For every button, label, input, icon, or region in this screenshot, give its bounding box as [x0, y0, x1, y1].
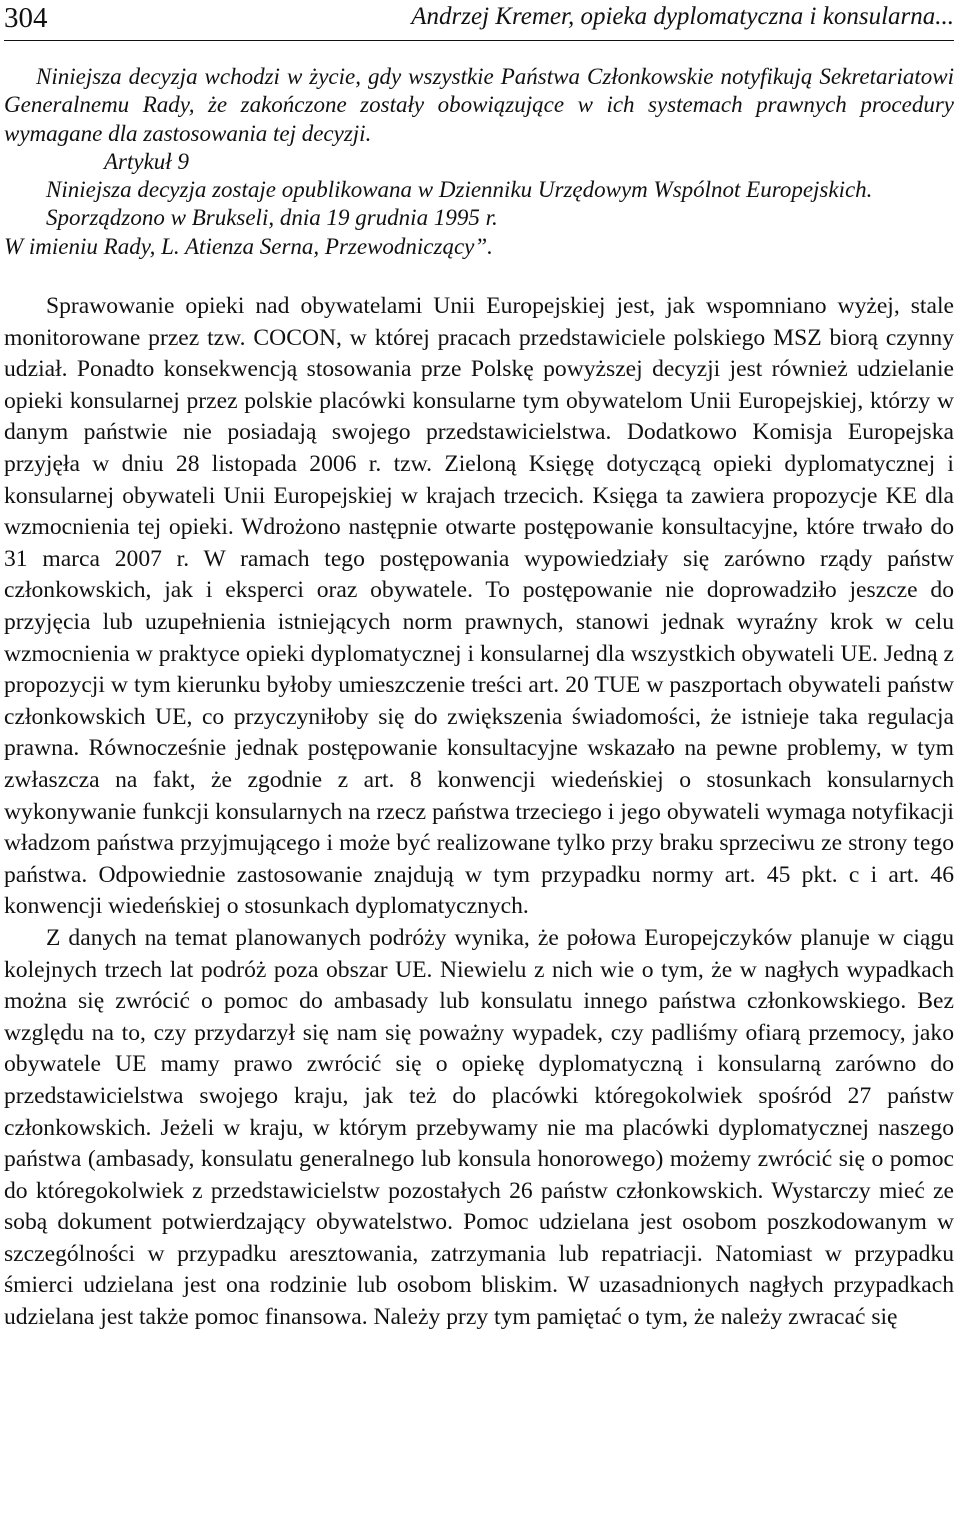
- article-heading: Artykuł 9: [104, 148, 189, 174]
- done-at-line: Sporządzono w Brukseli, dnia 19 grudnia 1995 r.: [46, 205, 498, 231]
- page-number: 304: [4, 2, 48, 34]
- signature-line: W imieniu Rady, L. Atienza Serna, Przewodniczący”.: [4, 233, 493, 259]
- body-paragraph-2: Z danych na temat planowanych podróży wynika, że połowa Europejczyków planuje w ciągu kolejnych trzech lat podróż poza obszar UE. Niewielu z nich wie o tym, że w nagłych wypadkach można się zwrócić o pomoc do ambasady lub konsulatu innego państwa członkowskiego. Bez względu na to, czy przydarzył się nam się poważny wypadek, czy padliśmy ofiarą przemocy, jako obywatele UE mamy prawo zwrócić się o opiekę dyplomatyczną i konsularną zarówno do przedstawicielstwa swojego kraju, jak też do placówki któregokolwiek spośród 27 państw członkowskich. Jeżeli w kraju, w którym przebywamy nie ma placówki dyplomatycznej naszego państwa (ambasady, konsulatu generalnego lub konsula honorowego) możemy zwrócić się o pomoc do któregokolwiek z przedstawicielstw pozostałych 26 państw członkowskich. Wystarczy mieć ze sobą dokument potwierdzający obywatelstwo. Pomoc udzielana jest osobom poszkodowanym w szczególności w przypadku aresztowania, zatrzymania lub repatriacji. Natomiast w przypadku śmierci udzielana jest ona rodzinie lub osobom bliskim. W uzasadnionych nagłych przypadkach udzielana jest także pomoc finansowa. Należy przy tym pamiętać o tym, że należy zwracać się: [4, 924, 954, 1331]
- page-header: [4, 0, 954, 41]
- running-title: Andrzej Kremer, opieka dyplomatyczna i konsularna...: [411, 3, 954, 30]
- article-text: Niniejsza decyzja zostaje opublikowana w Dzienniku Urzędowym Wspólnot Europejskich.: [46, 177, 873, 203]
- quote-intro: Niniejsza decyzja wchodzi w życie, gdy wszystkie Państwa Członkowskie notyfikują Sekretariatowi Generalnemu Rady, że zakończone zostały obowiązujące w ich systemach prawnych procedury wymagane dla zastosowania tej decyzji.: [4, 64, 954, 146]
- quoted-decision: [4, 63, 954, 261]
- document-page: [4, 0, 954, 1334]
- body-text: [4, 291, 954, 1334]
- body-paragraph-1: Sprawowanie opieki nad obywatelami Unii Europejskiej jest, jak wspomniano wyżej, stale monitorowane przez tzw. COCON, w której pracach przedstawiciele polskiego MSZ biorą czynny udział. Ponadto konsekwencją stosowania prze Polskę powyższej decyzji jest również udzielanie opieki konsularnej przez polskie placówki konsularne tym obywatelom Unii Europejskiej, którzy w danym państwie nie posiadają swojego przedstawicielstwa. Dodatkowo Komisja Europejska przyjęła w dniu 28 listopada 2006 r. tzw. Zieloną Księgę dotyczącą opieki dyplomatycznej i konsularnej obywateli Unii Europejskiej w krajach trzecich. Księga ta zawiera propozycje KE dla wzmocnienia tej opieki. Wdrożono następnie otwarte postępowanie konsultacyjne, które trwało do 31 marca 2007 r. W ramach tego postępowania wypowiedziały się zarówno rządy państw członkowskich, jak i eksperci oraz obywatele. To postępowanie nie doprowadziło jeszcze do przyjęcia lub uzupełnienia istniejących norm prawnych, stanowi jednak wyraźny krok w celu wzmocnienia w praktyce opieki dyplomatycznej i konsularnej dla wszystkich obywateli UE. Jedną z propozycji w tym kierunku byłoby umieszczenie treści art. 20 TUE w paszportach obywateli państw członkowskich UE, co przyczyniłoby się do zwiększenia świadomości, że istnieje taka regulacja prawna. Równocześnie jednak postępowanie konsultacyjne wskazało na pewne problemy, w tym zwłaszcza na fakt, że zgodnie z art. 8 konwencji wiedeńskiej o stosunkach konsularnych wykonywanie funkcji konsularnych na rzecz państwa trzeciego i jego obywateli wymaga notyfikacji władzom państwa przyjmującego i może być realizowane tylko przy braku sprzeciwu ze strony tego państwa. Odpowiednie zastosowanie znajdują w tym przypadku normy art. 45 pkt. c i art. 46 konwencji wiedeńskiej o stosunkach dyplomatycznych.: [4, 293, 954, 920]
